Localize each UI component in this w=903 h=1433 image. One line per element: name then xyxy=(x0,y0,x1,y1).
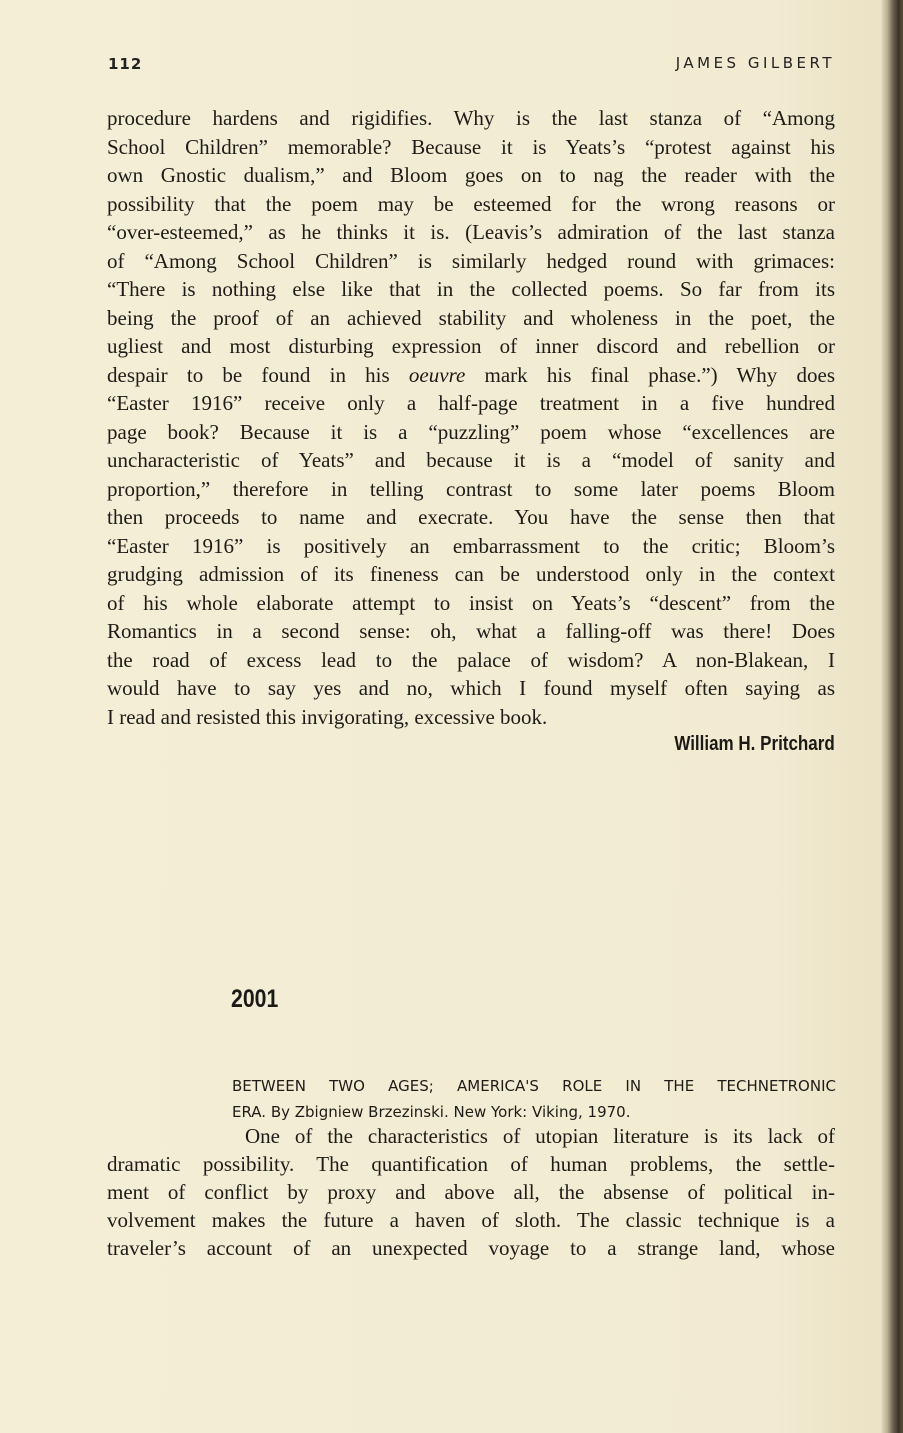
text-line: School Children” memorable? Because it is Yeats’s “protest against his xyxy=(107,134,835,159)
text-line: own Gnostic dualism,” and Bloom goes on to nag the reader with the xyxy=(107,163,835,187)
text-line: page book? Because it is a “puzzling” poem whose “excellences are xyxy=(107,419,835,444)
citation-line: BETWEEN TWO AGES; AMERICA'S ROLE IN THE TECHNETRONIC xyxy=(232,1077,836,1095)
text-segment: mark his final phase.”) Why does xyxy=(484,362,836,387)
review-1-text xyxy=(107,104,835,731)
text-line: “over-esteemed,” as he thinks it is. (Leavis’s admiration of the last stanza xyxy=(107,220,835,244)
text-line: would have to say yes and no, which I found myself often saying as xyxy=(107,676,835,700)
text-line: dramatic possibility. The quantification of human problems, the settle- xyxy=(107,1152,835,1176)
text-line: I read and resisted this invigorating, excessive book. xyxy=(107,704,548,729)
text-line: grudging admission of its fineness can be understood only in the context xyxy=(107,562,835,586)
text-line: possibility that the poem may be esteemed for the wrong reasons or xyxy=(107,191,835,216)
text-line: traveler’s account of an unexpected voyage to a strange land, whose xyxy=(107,1236,835,1260)
section-number: 2001 xyxy=(231,985,279,1013)
italic-term: oeuvre xyxy=(408,362,466,387)
text-line xyxy=(107,361,835,390)
text-line: proportion,” therefore in telling contrast to some later poems Bloom xyxy=(107,476,835,501)
text-line: of his whole elaborate attempt to insist on Yeats’s “descent” from the xyxy=(107,590,835,615)
text-line: being the proof of an achieved stability and wholeness in the poet, the xyxy=(107,305,835,330)
text-line: ugliest and most disturbing expression of inner discord and rebellion or xyxy=(107,334,835,358)
text-segment: despair to be found in his xyxy=(107,362,390,387)
page-number: 112 xyxy=(108,55,143,73)
text-line: “Easter 1916” receive only a half-page treatment in a five hundred xyxy=(107,391,835,415)
citation-line: ERA. By Zbigniew Brzezinski. New York: Viking, 1970. xyxy=(232,1103,631,1121)
text-line: Romantics in a second sense: oh, what a falling-off was there! Does xyxy=(107,619,835,643)
text-line: ment of conflict by proxy and above all, the absense of political in- xyxy=(107,1180,835,1204)
text-line: the road of excess lead to the palace of wisdom? A non-Blakean, I xyxy=(107,647,835,672)
review-2-text xyxy=(107,1122,835,1262)
text-line: “Easter 1916” is positively an embarrassment to the critic; Bloom’s xyxy=(107,533,835,558)
book-binding-edge xyxy=(881,0,903,1433)
text-line: One of the characteristics of utopian literature is its lack of xyxy=(245,1124,835,1148)
text-line: uncharacteristic of Yeats” and because it is a “model of sanity and xyxy=(107,448,835,472)
text-line: then proceeds to name and execrate. You have the sense then that xyxy=(107,505,835,529)
book-citation xyxy=(232,1073,836,1125)
text-line: volvement makes the future a haven of sloth. The classic technique is a xyxy=(107,1208,835,1232)
text-line: “There is nothing else like that in the collected poems. So far from its xyxy=(107,277,835,301)
text-line: of “Among School Children” is similarly hedged round with grimaces: xyxy=(107,248,835,273)
text-line: procedure hardens and rigidifies. Why is the last stanza of “Among xyxy=(107,106,835,130)
running-title: JAMES GILBERT xyxy=(675,54,835,72)
reviewer-signature: William H. Pritchard xyxy=(674,733,835,755)
